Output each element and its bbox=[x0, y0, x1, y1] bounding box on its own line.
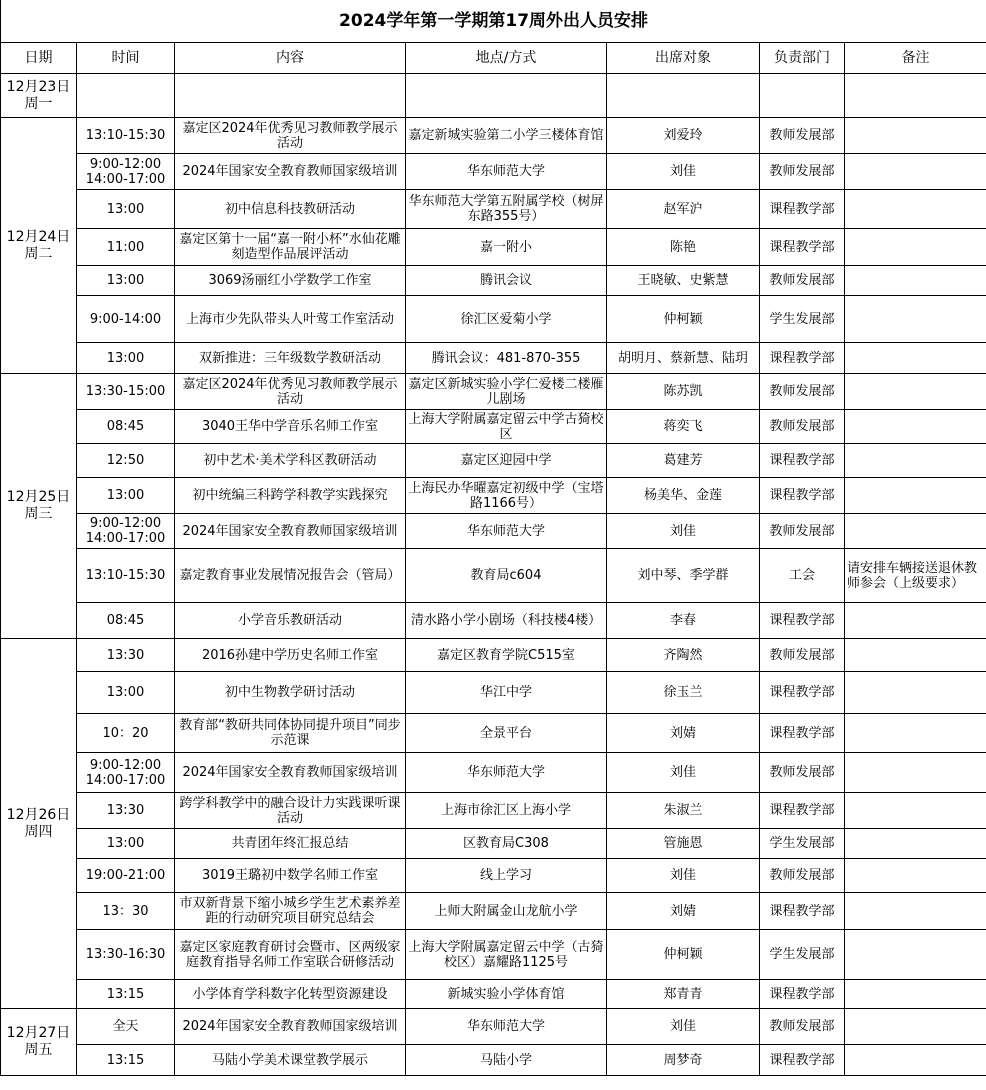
time-cell bbox=[77, 1045, 175, 1076]
time-cell bbox=[77, 672, 175, 714]
dept-cell: 学生发展部 bbox=[760, 829, 845, 859]
time-text: 13:10-15:30 bbox=[85, 568, 166, 583]
date-cell bbox=[1, 118, 77, 374]
attendee-cell: 刘爱玲 bbox=[607, 118, 760, 154]
attendee-cell: 刘婧 bbox=[607, 893, 760, 930]
table-row bbox=[1, 672, 986, 714]
time-cell bbox=[77, 930, 175, 980]
place-cell: 嘉定新城实验第二小学三楼体育馆 bbox=[406, 118, 607, 154]
note-cell bbox=[845, 266, 986, 296]
date-label: 12月25日 bbox=[6, 489, 71, 505]
content-cell: 初中信息科技教研活动 bbox=[175, 190, 406, 229]
page-title: 2024学年第一学期第17周外出人员安排 bbox=[1, 0, 986, 43]
table-row bbox=[1, 829, 986, 859]
content-cell: 跨学科教学中的融合设计力实践课听课活动 bbox=[175, 793, 406, 829]
weekday-label: 周三 bbox=[24, 506, 53, 522]
content-cell bbox=[175, 74, 406, 118]
dept-cell: 教师发展部 bbox=[760, 514, 845, 549]
place-cell: 上海市徐汇区上海小学 bbox=[406, 793, 607, 829]
date-label: 12月27日 bbox=[6, 1025, 71, 1041]
note-cell bbox=[845, 753, 986, 793]
time-cell bbox=[77, 1009, 175, 1045]
place-cell: 上海大学附属嘉定留云中学古猗校区 bbox=[406, 410, 607, 444]
note-cell bbox=[845, 190, 986, 229]
time-text: 13:15 bbox=[106, 1052, 145, 1068]
time-text: 14:00-17:00 bbox=[85, 772, 166, 788]
place-cell: 嘉定区教育学院C515室 bbox=[406, 639, 607, 672]
place-cell: 华东师范大学 bbox=[406, 753, 607, 793]
time-text: 13:00 bbox=[106, 836, 145, 851]
content-cell: 市双新背景下缩小城乡学生艺术素养差距的行动研究项目研究总结会 bbox=[175, 893, 406, 930]
time-cell bbox=[77, 154, 175, 190]
content-cell: 嘉定区2024年优秀见习教师教学展示活动 bbox=[175, 374, 406, 410]
place-cell: 嘉定区新城实验小学仁爱楼二楼雁儿剧场 bbox=[406, 374, 607, 410]
note-cell bbox=[845, 930, 986, 980]
attendee-cell: 朱淑兰 bbox=[607, 793, 760, 829]
place-cell: 全景平台 bbox=[406, 714, 607, 753]
attendee-cell bbox=[607, 74, 760, 118]
dept-cell: 工会 bbox=[760, 549, 845, 603]
content-cell: 小学体育学科数字化转型资源建设 bbox=[175, 980, 406, 1009]
content-cell: 嘉定区家庭教育研讨会暨市、区两级家庭教育指导名师工作室联合研修活动 bbox=[175, 930, 406, 980]
note-cell bbox=[845, 859, 986, 893]
note-cell bbox=[845, 296, 986, 343]
dept-cell: 课程教学部 bbox=[760, 478, 845, 514]
table-row bbox=[1, 514, 986, 549]
dept-cell: 课程教学部 bbox=[760, 603, 845, 639]
place-cell: 教育局c604 bbox=[406, 549, 607, 603]
time-cell bbox=[77, 980, 175, 1009]
dept-cell: 教师发展部 bbox=[760, 1009, 845, 1045]
table-row bbox=[1, 478, 986, 514]
date-cell bbox=[1, 639, 77, 1009]
weekday-label: 周四 bbox=[24, 823, 53, 840]
time-cell bbox=[77, 603, 175, 639]
time-text: 11:00 bbox=[106, 239, 145, 255]
dept-cell bbox=[760, 74, 845, 118]
content-cell: 嘉定区2024年优秀见习教师教学展示活动 bbox=[175, 118, 406, 154]
content-cell: 上海市少先队带头人叶莺工作室活动 bbox=[175, 296, 406, 343]
place-cell: 嘉一附小 bbox=[406, 229, 607, 266]
attendee-cell: 蒋奕飞 bbox=[607, 410, 760, 444]
table-row bbox=[1, 444, 986, 478]
dept-cell: 教师发展部 bbox=[760, 639, 845, 672]
time-text: 9:00-12:00 bbox=[89, 757, 162, 773]
time-text: 13:00 bbox=[106, 350, 145, 366]
content-cell: 双新推进：三年级数学教研活动 bbox=[175, 343, 406, 374]
date-cell bbox=[1, 74, 77, 118]
attendee-cell: 刘佳 bbox=[607, 154, 760, 190]
table-row bbox=[1, 859, 986, 893]
attendee-cell: 周梦奇 bbox=[607, 1045, 760, 1076]
time-text: 13:00 bbox=[106, 273, 145, 288]
dept-cell: 教师发展部 bbox=[760, 118, 845, 154]
attendee-cell: 刘佳 bbox=[607, 514, 760, 549]
table-row bbox=[1, 190, 986, 229]
attendee-cell: 管施恩 bbox=[607, 829, 760, 859]
time-cell bbox=[77, 753, 175, 793]
note-cell bbox=[845, 154, 986, 190]
place-cell: 华东师范大学 bbox=[406, 154, 607, 190]
place-cell: 新城实验小学体育馆 bbox=[406, 980, 607, 1009]
note-cell bbox=[845, 118, 986, 154]
note-cell bbox=[845, 1045, 986, 1076]
time-cell bbox=[77, 296, 175, 343]
date-label: 12月26日 bbox=[6, 806, 71, 823]
dept-cell: 课程教学部 bbox=[760, 714, 845, 753]
table-row bbox=[1, 296, 986, 343]
attendee-cell: 郑青青 bbox=[607, 980, 760, 1009]
note-cell bbox=[845, 639, 986, 672]
note-cell bbox=[845, 893, 986, 930]
content-cell: 3040王华中学音乐名师工作室 bbox=[175, 410, 406, 444]
place-cell: 清水路小学小剧场（科技楼4楼） bbox=[406, 603, 607, 639]
content-cell: 2024年国家安全教育教师国家级培训 bbox=[175, 514, 406, 549]
content-cell: 初中统编三科跨学科教学实践探究 bbox=[175, 478, 406, 514]
time-text: 13：30 bbox=[102, 903, 149, 919]
date-label: 12月24日 bbox=[6, 228, 71, 245]
time-cell bbox=[77, 410, 175, 444]
attendee-cell: 王晓敏、史紫慧 bbox=[607, 266, 760, 296]
header-dept: 负责部门 bbox=[760, 43, 845, 74]
time-text: 13:10-15:30 bbox=[85, 128, 166, 143]
note-cell bbox=[845, 980, 986, 1009]
note-cell bbox=[845, 229, 986, 266]
place-cell: 华东师范大学 bbox=[406, 514, 607, 549]
table-row bbox=[1, 930, 986, 980]
note-cell bbox=[845, 343, 986, 374]
dept-cell: 课程教学部 bbox=[760, 444, 845, 478]
place-cell: 华东师范大学第五附属学校（树屏东路355号） bbox=[406, 190, 607, 229]
weekday-label: 周一 bbox=[24, 95, 53, 112]
time-text: 12:50 bbox=[106, 453, 145, 468]
content-cell: 共青团年终汇报总结 bbox=[175, 829, 406, 859]
header-content: 内容 bbox=[175, 43, 406, 74]
content-cell: 2024年国家安全教育教师国家级培训 bbox=[175, 753, 406, 793]
time-text: 13:00 bbox=[106, 488, 145, 503]
weekday-label: 周二 bbox=[24, 245, 53, 262]
time-cell bbox=[77, 859, 175, 893]
header-place: 地点/方式 bbox=[406, 43, 607, 74]
place-cell: 马陆小学 bbox=[406, 1045, 607, 1076]
table-row bbox=[1, 1045, 986, 1076]
dept-cell: 教师发展部 bbox=[760, 410, 845, 444]
header-date: 日期 bbox=[1, 43, 77, 74]
attendee-cell: 仲柯颖 bbox=[607, 930, 760, 980]
time-cell bbox=[77, 444, 175, 478]
place-cell: 线上学习 bbox=[406, 859, 607, 893]
content-cell: 2024年国家安全教育教师国家级培训 bbox=[175, 1009, 406, 1045]
note-cell bbox=[845, 603, 986, 639]
time-text: 08:45 bbox=[106, 419, 145, 434]
dept-cell: 课程教学部 bbox=[760, 893, 845, 930]
content-cell: 嘉定区第十一届“嘉一附小杯”水仙花雕刻造型作品展评活动 bbox=[175, 229, 406, 266]
time-cell bbox=[77, 793, 175, 829]
attendee-cell: 刘中琴、季学群 bbox=[607, 549, 760, 603]
place-cell: 腾讯会议：481-870-355 bbox=[406, 343, 607, 374]
dept-cell: 教师发展部 bbox=[760, 859, 845, 893]
content-cell: 初中生物教学研讨活动 bbox=[175, 672, 406, 714]
time-cell bbox=[77, 639, 175, 672]
dept-cell: 教师发展部 bbox=[760, 374, 845, 410]
note-cell bbox=[845, 793, 986, 829]
date-cell bbox=[1, 374, 77, 639]
note-cell bbox=[845, 444, 986, 478]
place-cell bbox=[406, 74, 607, 118]
attendee-cell: 刘佳 bbox=[607, 859, 760, 893]
time-cell bbox=[77, 478, 175, 514]
attendee-cell: 齐陶然 bbox=[607, 639, 760, 672]
weekday-label: 周五 bbox=[24, 1042, 53, 1058]
note-cell bbox=[845, 1009, 986, 1045]
time-text: 14:00-17:00 bbox=[85, 531, 166, 546]
time-cell bbox=[77, 374, 175, 410]
attendee-cell: 李春 bbox=[607, 603, 760, 639]
content-cell: 3019王璐初中数学名师工作室 bbox=[175, 859, 406, 893]
time-cell bbox=[77, 714, 175, 753]
table-row bbox=[1, 1009, 986, 1045]
header-note: 备注 bbox=[845, 43, 986, 74]
table-row bbox=[1, 266, 986, 296]
content-cell: 2024年国家安全教育教师国家级培训 bbox=[175, 154, 406, 190]
attendee-cell: 葛建芳 bbox=[607, 444, 760, 478]
attendee-cell: 胡明月、蔡新慧、陆玥 bbox=[607, 343, 760, 374]
time-cell bbox=[77, 190, 175, 229]
note-cell bbox=[845, 410, 986, 444]
table-row bbox=[1, 410, 986, 444]
time-text: 9:00-12:00 bbox=[89, 516, 162, 531]
dept-cell: 课程教学部 bbox=[760, 793, 845, 829]
place-cell: 徐汇区爱菊小学 bbox=[406, 296, 607, 343]
attendee-cell: 陈苏凯 bbox=[607, 374, 760, 410]
time-text: 10：20 bbox=[102, 725, 149, 741]
dept-cell: 教师发展部 bbox=[760, 266, 845, 296]
attendee-cell: 刘婧 bbox=[607, 714, 760, 753]
place-cell: 上海民办华曜嘉定初级中学（宝塔路1166号） bbox=[406, 478, 607, 514]
table-row bbox=[1, 229, 986, 266]
time-text: 9:00-14:00 bbox=[89, 311, 162, 327]
table-row bbox=[1, 549, 986, 603]
note-cell bbox=[845, 672, 986, 714]
table-row bbox=[1, 343, 986, 374]
time-text: 13:30-16:30 bbox=[85, 947, 166, 962]
dept-cell: 学生发展部 bbox=[760, 930, 845, 980]
attendee-cell: 刘佳 bbox=[607, 1009, 760, 1045]
place-cell: 上海大学附属嘉定留云中学（古猗校区）嘉耀路1125号 bbox=[406, 930, 607, 980]
content-cell: 2016孙建中学历史名师工作室 bbox=[175, 639, 406, 672]
time-text: 9:00-12:00 bbox=[89, 156, 162, 172]
place-cell: 上师大附属金山龙航小学 bbox=[406, 893, 607, 930]
date-label: 12月23日 bbox=[6, 78, 71, 95]
attendee-cell: 赵军沪 bbox=[607, 190, 760, 229]
table-row bbox=[1, 74, 986, 118]
time-cell bbox=[77, 549, 175, 603]
dept-cell: 学生发展部 bbox=[760, 296, 845, 343]
time-cell bbox=[77, 343, 175, 374]
dept-cell: 教师发展部 bbox=[760, 753, 845, 793]
time-text: 13:30 bbox=[106, 647, 145, 663]
time-cell bbox=[77, 266, 175, 296]
dept-cell: 课程教学部 bbox=[760, 980, 845, 1009]
table-row bbox=[1, 154, 986, 190]
table-row bbox=[1, 714, 986, 753]
dept-cell: 课程教学部 bbox=[760, 343, 845, 374]
date-cell bbox=[1, 1009, 77, 1076]
table-row bbox=[1, 603, 986, 639]
title-row bbox=[1, 0, 986, 43]
note-cell bbox=[845, 478, 986, 514]
content-cell: 嘉定教育事业发展情况报告会（管局） bbox=[175, 549, 406, 603]
dept-cell: 课程教学部 bbox=[760, 1045, 845, 1076]
attendee-cell: 徐玉兰 bbox=[607, 672, 760, 714]
content-cell: 马陆小学美术课堂教学展示 bbox=[175, 1045, 406, 1076]
table-row bbox=[1, 118, 986, 154]
dept-cell: 课程教学部 bbox=[760, 190, 845, 229]
dept-cell: 课程教学部 bbox=[760, 229, 845, 266]
header-time: 时间 bbox=[77, 43, 175, 74]
table-row bbox=[1, 374, 986, 410]
time-text: 全天 bbox=[112, 1019, 139, 1034]
content-cell: 初中艺术·美术学科区教研活动 bbox=[175, 444, 406, 478]
table-row bbox=[1, 793, 986, 829]
place-cell: 华东师范大学 bbox=[406, 1009, 607, 1045]
time-text: 13:00 bbox=[106, 201, 145, 217]
time-cell bbox=[77, 118, 175, 154]
attendee-cell: 陈艳 bbox=[607, 229, 760, 266]
content-cell: 教育部“教研共同体协同提升项目”同步示范课 bbox=[175, 714, 406, 753]
note-cell bbox=[845, 74, 986, 118]
header-row bbox=[1, 43, 986, 74]
note-cell bbox=[845, 714, 986, 753]
dept-cell: 教师发展部 bbox=[760, 154, 845, 190]
time-cell bbox=[77, 829, 175, 859]
place-cell: 区教育局C308 bbox=[406, 829, 607, 859]
header-attendee: 出席对象 bbox=[607, 43, 760, 74]
place-cell: 腾讯会议 bbox=[406, 266, 607, 296]
time-text: 13:00 bbox=[106, 685, 145, 700]
time-text: 14:00-17:00 bbox=[85, 171, 166, 187]
note-cell bbox=[845, 829, 986, 859]
table-row bbox=[1, 980, 986, 1009]
time-text: 13:30-15:00 bbox=[85, 384, 166, 399]
time-cell bbox=[77, 229, 175, 266]
dept-cell: 课程教学部 bbox=[760, 672, 845, 714]
time-text: 13:30 bbox=[106, 803, 145, 818]
attendee-cell: 杨美华、金莲 bbox=[607, 478, 760, 514]
time-text: 19:00-21:00 bbox=[85, 868, 166, 883]
content-cell: 小学音乐教研活动 bbox=[175, 603, 406, 639]
time-text: 13:15 bbox=[106, 986, 145, 1002]
time-cell bbox=[77, 74, 175, 118]
place-cell: 华江中学 bbox=[406, 672, 607, 714]
table-row bbox=[1, 639, 986, 672]
content-cell: 3069汤丽红小学数学工作室 bbox=[175, 266, 406, 296]
table-row bbox=[1, 893, 986, 930]
attendee-cell: 仲柯颖 bbox=[607, 296, 760, 343]
time-cell bbox=[77, 893, 175, 930]
time-text: 08:45 bbox=[106, 613, 145, 628]
note-cell bbox=[845, 374, 986, 410]
time-cell bbox=[77, 514, 175, 549]
table-row bbox=[1, 753, 986, 793]
attendee-cell: 刘佳 bbox=[607, 753, 760, 793]
note-cell bbox=[845, 514, 986, 549]
note-cell: 请安排车辆接送退休教师参会（上级要求） bbox=[845, 549, 986, 603]
place-cell: 嘉定区迎园中学 bbox=[406, 444, 607, 478]
